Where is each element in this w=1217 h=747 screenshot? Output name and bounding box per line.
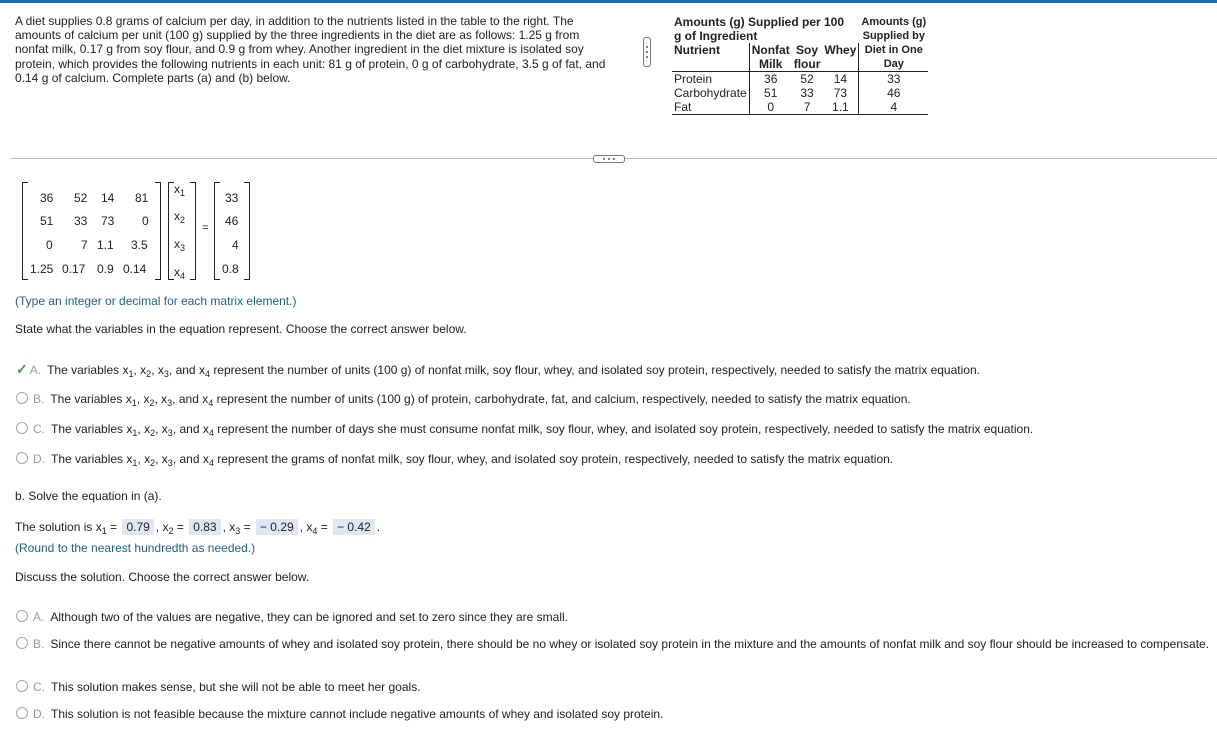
option-a-d[interactable]: D. The variables $x_1$, $x_2$, $x_3$, and $x_4$ represent the grams of nonfat milk, soy flour, whey, and isolated soy protein, respectively, needed to satisfy the matrix equation. <box>16 451 893 471</box>
matrix-equation <box>22 182 252 281</box>
round-note: (Round to the nearest hundredth as needed.) <box>15 541 256 555</box>
question-discuss: Discuss the solution. Choose the correct answer below. <box>15 570 310 584</box>
matrix-cell: 81 <box>135 191 149 205</box>
matrix-cell: 0 <box>46 238 53 252</box>
matrix-cell: 3.5 <box>131 238 148 252</box>
matrix-cell: 36 <box>40 191 54 205</box>
option-b-c[interactable]: C. This solution makes sense, but she will not be able to meet her goals. <box>16 679 421 695</box>
radio-icon[interactable] <box>16 637 28 649</box>
option-b-d[interactable]: D. This solution is not feasible because the mixture cannot include negative amounts of whey and isolated soy protein. <box>16 706 663 722</box>
rhs-bracket-left <box>214 182 220 280</box>
option-a-b[interactable]: B. The variables $x_1$, $x_2$, $x_3$, and $x_4$ represent the number of units (100 g) of protein, carbohydrate, fat, and calcium, respectively, needed to satisfy the matrix equation. <box>16 391 911 411</box>
matrix-cell: 0.17 <box>62 262 86 276</box>
table-row-protein: Protein 36 52 14 33 <box>674 72 901 86</box>
matrix-cell: 1.1 <box>97 238 114 252</box>
var-bracket-right <box>190 182 196 280</box>
rhs-cell: 33 <box>225 191 239 205</box>
coef-bracket-left <box>22 182 28 280</box>
option-a-c[interactable]: C. The variables $x_1$, $x_2$, $x_3$, and $x_4$ represent the number of days she must consume nonfat milk, soy flour, whey, and isolated soy protein, respectively, needed to satisfy the matrix equation. <box>16 421 1033 441</box>
var-x2: $x_2$ <box>174 209 186 225</box>
rhs-cell: 0.8 <box>222 262 239 276</box>
matrix-cell: 33 <box>74 214 88 228</box>
option-b-a[interactable]: A. Although two of the values are negative, they can be ignored and set to zero since they are small. <box>16 609 568 625</box>
matrix-cell: 0.9 <box>97 262 114 276</box>
matrix-cell: 52 <box>74 191 88 205</box>
problem-statement: A diet supplies 0.8 grams of calcium per day, in addition to the nutrients listed in the table to the right. The amounts of calcium per unit (100 g) supplied by the three ingredients in the diet are as follows: 1.25 g from nonfat milk, 0.17 g from soy flour, and 0.9 g from whey. Another ingredient in the diet mixture is isolated soy protein, which provides the following nutrients in each unit: 81 g of protein, 0 g of carbohydrate, 3.5 g of fat, and 0.14 g of calcium. Complete parts (a) and (b) below. <box>15 14 606 85</box>
vertical-splitter-handle[interactable] <box>643 37 651 67</box>
option-b-b[interactable]: B. Since there cannot be negative amounts of whey and isolated soy protein, there should be no whey or isolated soy protein in the mixture and the amounts of nonfat milk and soy flour should be increased to compensate. <box>16 636 1217 652</box>
col-nonfat-milk: Nonfat Milk <box>749 43 792 72</box>
coef-bracket-right <box>155 182 161 280</box>
part-b-heading: b. Solve the equation in (a). <box>15 489 162 503</box>
solution-line: The solution is $x_1 = 0.79$ , $x_2 = 0.83$ , $x_3$ = − 0.29 , $x_4$ = − 0.42 . <box>15 520 381 536</box>
matrix-cell: 1.25 <box>30 262 54 276</box>
rhs-cell: 46 <box>225 214 239 228</box>
matrix-cell: 51 <box>40 214 54 228</box>
answer-x4[interactable]: − 0.42 <box>333 519 375 535</box>
check-icon: ✓ <box>16 361 28 377</box>
var-x3: $x_3$ <box>174 237 186 253</box>
table-header-right: Amounts (g) Supplied by Diet in One Day <box>859 15 928 72</box>
radio-icon[interactable] <box>16 452 28 464</box>
rhs-cell: 4 <box>232 238 239 252</box>
matrix-cell: 7 <box>81 238 88 252</box>
matrix-cell: 0 <box>142 214 149 228</box>
rhs-bracket-right <box>244 182 250 280</box>
equals-sign: = <box>202 222 209 234</box>
answer-x2[interactable]: 0.83 <box>189 519 220 535</box>
nutrient-label: Nutrient <box>672 43 749 72</box>
matrix-note: (Type an integer or decimal for each matrix element.) <box>15 294 297 308</box>
nutrient-table <box>672 15 928 115</box>
radio-icon[interactable] <box>16 392 28 404</box>
radio-icon[interactable] <box>16 680 28 692</box>
question-a: State what the variables in the equation represent. Choose the correct answer below. <box>15 322 467 336</box>
horizontal-splitter-handle[interactable] <box>593 155 625 163</box>
matrix-cell: 14 <box>101 191 115 205</box>
var-x4: $x_4$ <box>174 265 186 281</box>
table-row-carbohydrate: Carbohydrate 51 33 73 46 <box>674 86 901 100</box>
table-header-left: Amounts (g) Supplied per 100 g of Ingredient <box>674 15 845 43</box>
var-x1: $x_1$ <box>174 182 186 198</box>
matrix-cell: 73 <box>101 214 115 228</box>
radio-icon[interactable] <box>16 610 28 622</box>
option-a-a[interactable]: ✓ A. The variables $x_1$, $x_2$, $x_3$, and $x_4$ represent the number of units (100 g) of nonfat milk, soy flour, whey, and isolated soy protein, respectively, needed to satisfy the matrix equation. <box>16 361 980 379</box>
table-row-fat: Fat 0 7 1.1 4 <box>672 100 928 115</box>
answer-x1[interactable]: 0.79 <box>122 519 153 535</box>
radio-icon[interactable] <box>16 707 28 719</box>
col-soy-flour: Soy flour <box>793 43 821 71</box>
top-accent-bar <box>0 0 1217 3</box>
matrix-cell: 0.14 <box>123 262 147 276</box>
col-whey: Whey <box>822 43 859 72</box>
answer-x3[interactable]: − 0.29 <box>256 519 298 535</box>
radio-icon[interactable] <box>16 422 28 434</box>
